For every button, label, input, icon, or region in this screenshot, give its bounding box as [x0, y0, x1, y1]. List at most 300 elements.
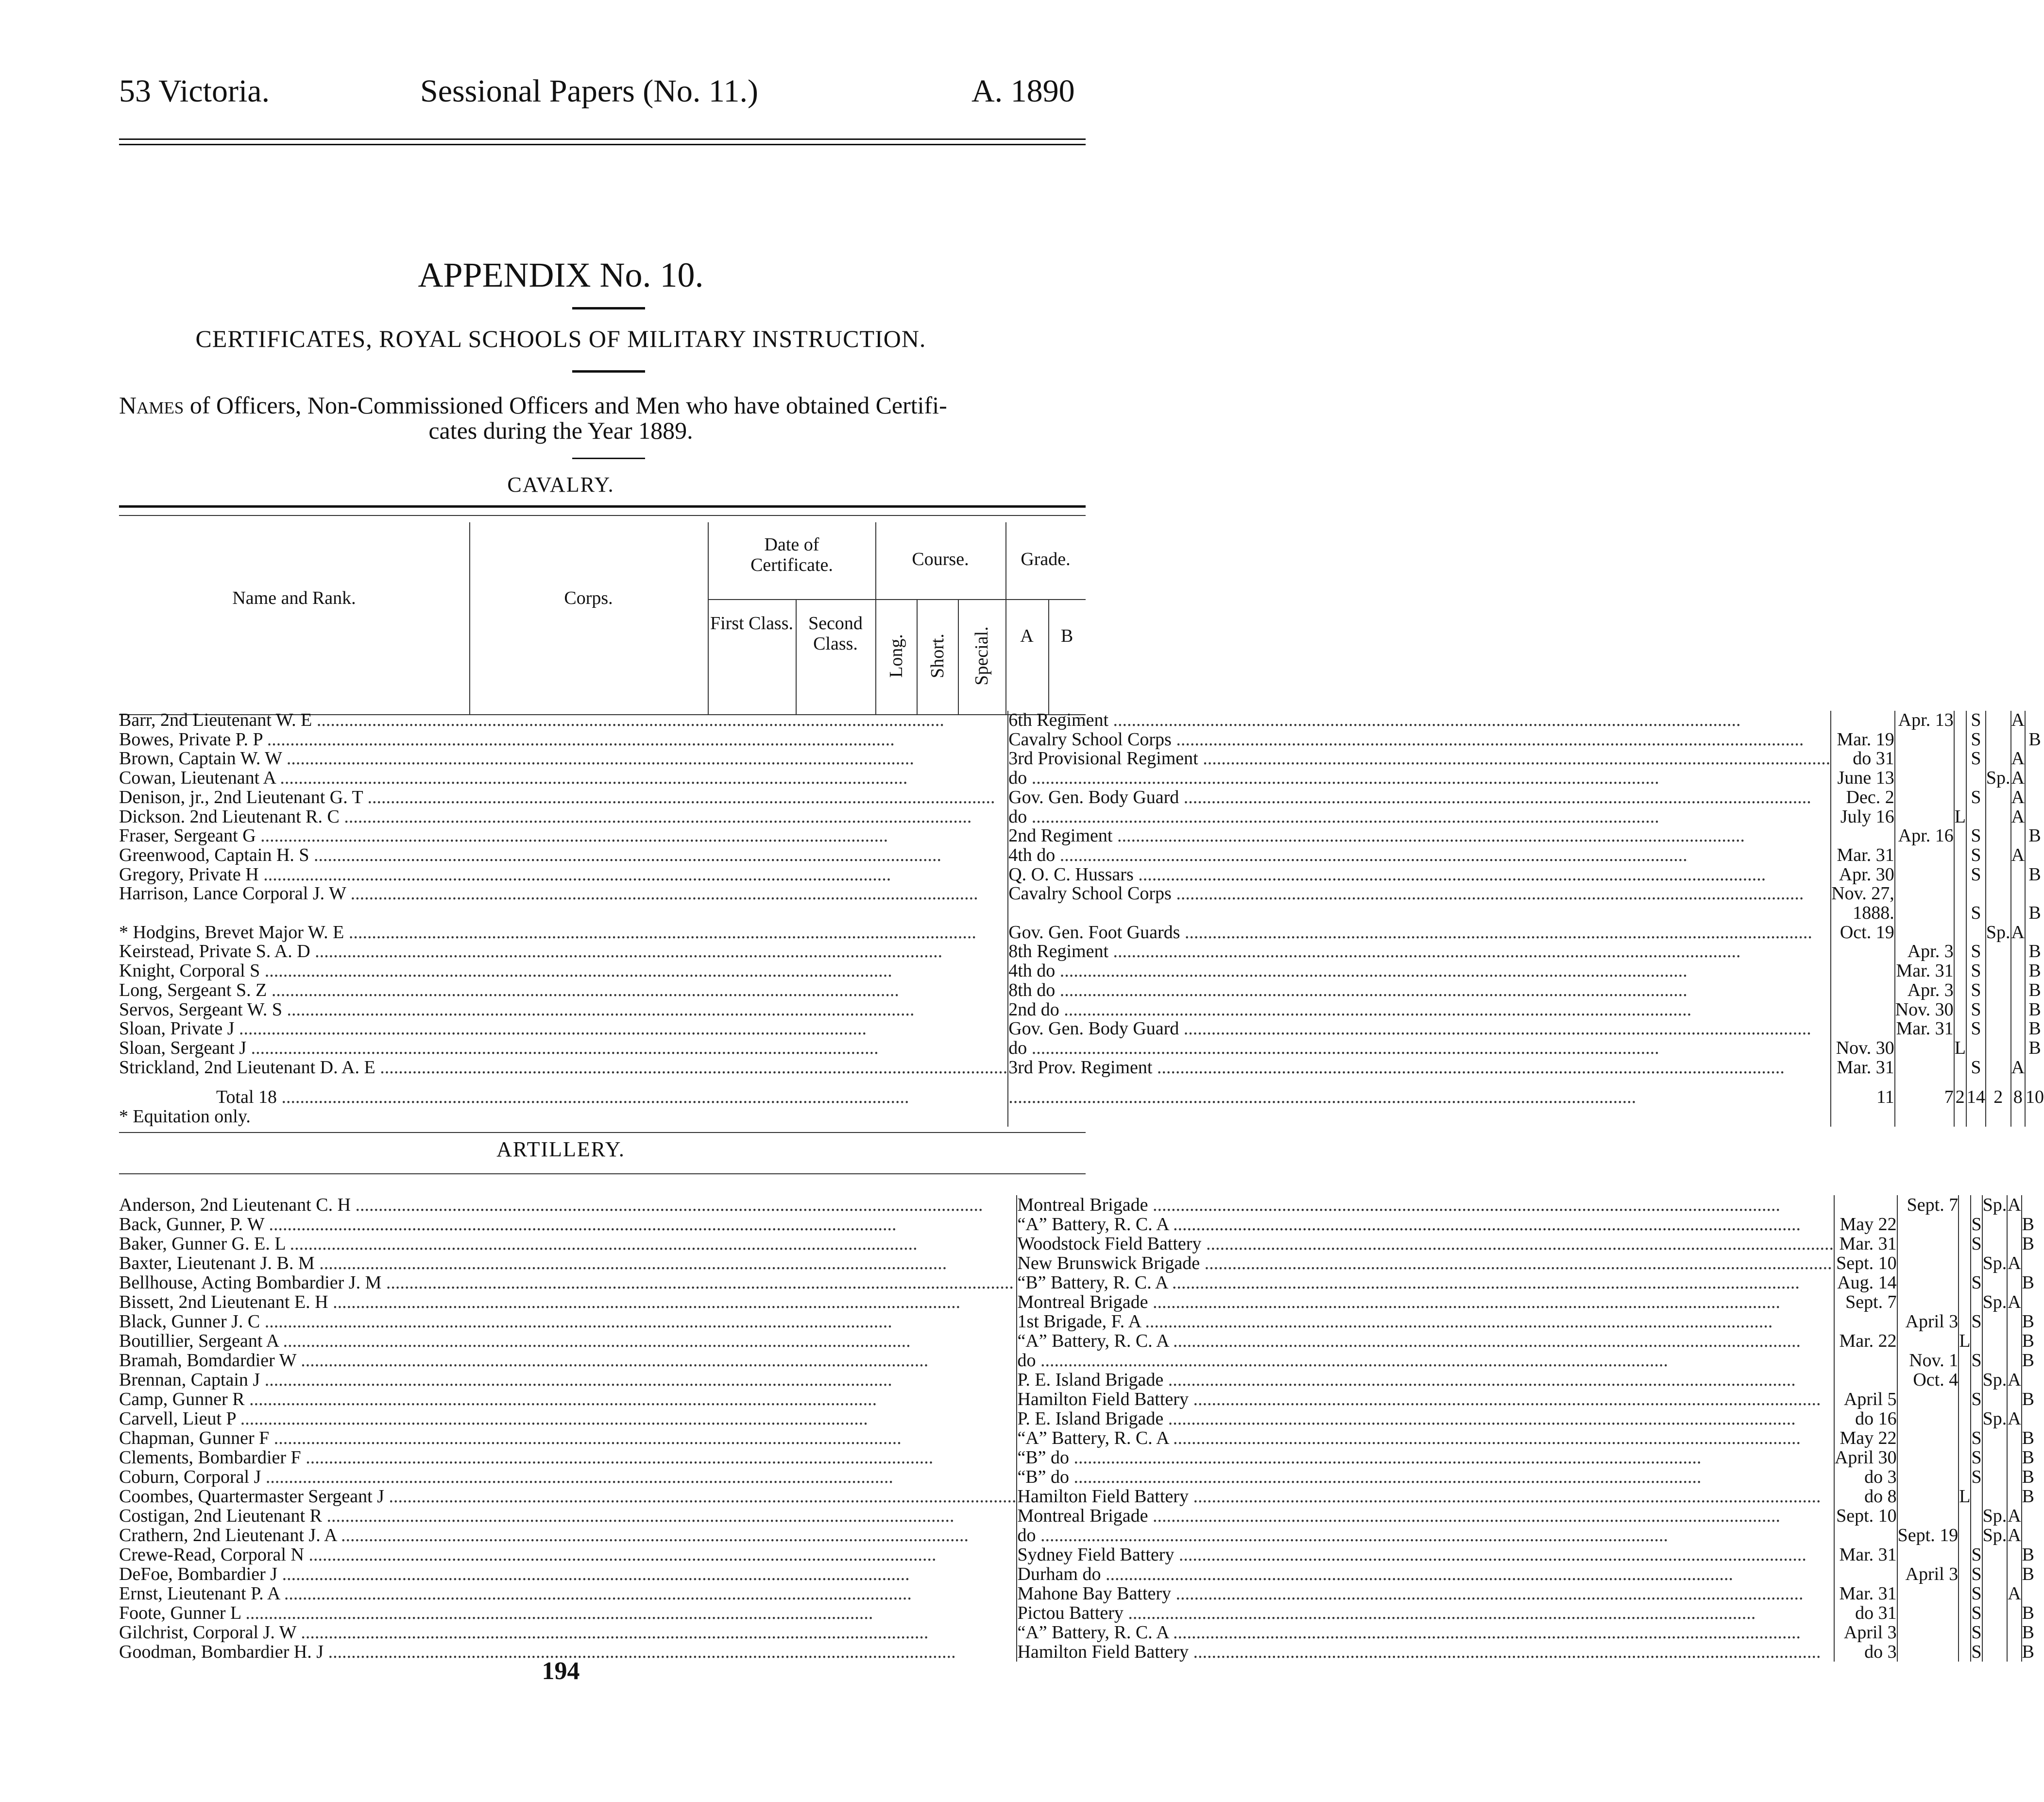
first-class-cell-text: do 3 [1864, 1642, 1897, 1662]
total-long-cell [1954, 1088, 1966, 1107]
name-cell [119, 1390, 1017, 1409]
special-cell [1982, 1215, 2008, 1234]
leader-dots [260, 961, 892, 981]
total-corps-cell [1008, 1088, 1831, 1107]
first-class-cell-text: Sept. 10 [1836, 1253, 1897, 1273]
long-cell [1954, 1039, 1966, 1058]
short-cell-text: S [1971, 787, 1981, 807]
intro-line-1 [119, 391, 1086, 419]
second-class-cell [1895, 730, 1954, 750]
name-cell [119, 788, 1008, 807]
leader-dots [1124, 1603, 1756, 1623]
name-cell [119, 1234, 1017, 1253]
table-row [119, 1019, 2044, 1039]
name-cell [119, 1603, 1017, 1623]
table-row [119, 1603, 2034, 1623]
second-class-cell [1897, 1273, 1959, 1292]
short-cell [1971, 1487, 1982, 1506]
total-short-cell-text: 14 [1966, 1087, 1985, 1108]
grade-a-cell-text: A [2008, 1506, 2021, 1526]
grade-b-cell [2025, 846, 2044, 865]
short-cell [1966, 904, 1986, 923]
short-cell [1971, 1623, 1982, 1642]
first-class-cell-text: May 22 [1840, 1214, 1897, 1235]
name-cell-text: Boutillier, Sergeant A [119, 1331, 279, 1351]
special-cell [1982, 1623, 2008, 1642]
grade-b-cell-text: B [2022, 1622, 2035, 1643]
page-number: 194 [542, 1657, 580, 1685]
short-cell [1966, 769, 1986, 788]
title-rule [572, 307, 645, 309]
short-cell-text: S [1971, 999, 1981, 1020]
leader-dots [1036, 1525, 1668, 1545]
leader-dots [1112, 825, 1745, 846]
corps-cell-text: do [1017, 1525, 1036, 1545]
corps-cell [1017, 1234, 1834, 1253]
grade-b-cell [2022, 1390, 2034, 1409]
grade-b-cell [2025, 1019, 2044, 1039]
corps-cell [1008, 981, 1831, 1000]
leader-dots [285, 1234, 918, 1254]
grade-a-cell-text: A [2008, 1525, 2021, 1545]
corps-cell [1008, 807, 1831, 827]
short-cell [1966, 846, 1986, 865]
leader-dots [1189, 1389, 1821, 1409]
corps-cell-text: do [1017, 1350, 1036, 1371]
name-cell-text: Bowes, Private P. P [119, 729, 263, 750]
first-class-cell-text: Mar. 19 [1837, 729, 1894, 750]
grade-b-cell-text: B [2022, 1350, 2035, 1371]
short-cell [1966, 826, 1986, 846]
short-cell [1971, 1642, 1982, 1662]
second-class-cell-text: Apr. 13 [1898, 710, 1954, 730]
name-cell-text: Crathern, 2nd Lieutenant J. A [119, 1525, 337, 1545]
corps-cell-text: Q. O. C. Hussars [1008, 864, 1134, 885]
leader-dots [282, 748, 914, 769]
table-row [119, 1351, 2034, 1370]
grade-a-cell-text: A [2011, 768, 2025, 789]
special-cell [1986, 846, 2011, 865]
grade-b-cell [2022, 1370, 2034, 1390]
grade-b-cell [2022, 1467, 2034, 1487]
first-class-cell-text: Aug. 14 [1837, 1272, 1897, 1293]
name-cell [119, 1312, 1017, 1331]
leader-dots [269, 1428, 902, 1448]
grade-b-cell [2025, 884, 2044, 904]
grade-a-cell [2007, 1506, 2021, 1526]
leader-dots [1108, 710, 1741, 730]
special-cell [1982, 1331, 2008, 1351]
page-title: APPENDIX No. 10. [418, 256, 704, 294]
short-cell [1966, 884, 1986, 904]
leader-dots [1101, 1564, 1733, 1584]
short-cell-text: S [1971, 1545, 1982, 1565]
name-cell-text: Coombes, Quartermaster Sergeant J [119, 1486, 384, 1507]
grade-b-cell [2022, 1234, 2034, 1253]
corps-cell-text: Montreal Brigade [1017, 1292, 1148, 1312]
grade-a-cell [2011, 1058, 2025, 1078]
name-cell-text: * Hodgins, Brevet Major W. E [119, 922, 344, 943]
second-class-cell [1897, 1312, 1959, 1331]
corps-cell-text: Hamilton Field Battery [1017, 1486, 1189, 1507]
grade-a-cell [2011, 749, 2025, 769]
leader-dots [282, 999, 915, 1020]
corps-cell [1017, 1409, 1834, 1428]
name-cell [119, 1215, 1017, 1234]
corps-cell [1017, 1603, 1834, 1623]
leader-dots [296, 1350, 929, 1371]
table-row [119, 788, 2044, 807]
grade-b-cell [2022, 1409, 2034, 1428]
leader-dots [304, 1545, 937, 1565]
short-cell [1966, 961, 1986, 981]
first-class-cell [1834, 1351, 1897, 1370]
grade-b-cell [2025, 730, 2044, 750]
short-cell-text: S [1971, 1234, 1982, 1254]
second-class-cell [1895, 981, 1954, 1000]
total-a-cell [2011, 1088, 2025, 1107]
leader-dots [245, 1389, 877, 1409]
leader-dots [1148, 1506, 1781, 1526]
long-cell [1959, 1351, 1971, 1370]
grade-b-cell [2022, 1428, 2034, 1448]
corps-cell-text: 2nd do [1008, 999, 1059, 1020]
corps-cell [1008, 769, 1831, 788]
table-row [119, 1506, 2034, 1526]
second-class-cell [1897, 1487, 1959, 1506]
name-cell-text: Camp, Gunner R [119, 1389, 245, 1409]
grade-b-cell [2025, 1000, 2044, 1020]
second-class-cell [1895, 711, 1954, 730]
grade-b-cell [2022, 1564, 2034, 1584]
name-cell [119, 1370, 1017, 1390]
leader-dots [1027, 768, 1659, 788]
grade-b-cell [2025, 981, 2044, 1000]
table-row [119, 1000, 2044, 1020]
short-cell [1966, 1000, 1986, 1020]
corps-cell-text: “B” Battery, R. C. A [1017, 1272, 1168, 1293]
leader-dots [277, 1087, 909, 1107]
name-cell-text: Anderson, 2nd Lieutenant C. H [119, 1195, 351, 1215]
short-cell [1971, 1273, 1982, 1292]
first-class-cell [1834, 1506, 1897, 1526]
special-cell [1982, 1584, 2008, 1603]
long-cell [1959, 1215, 1971, 1234]
first-class-cell-text: 1888. [1853, 903, 1894, 924]
leader-dots [322, 1506, 954, 1526]
name-cell [119, 1584, 1017, 1603]
grade-a-cell-text: A [2008, 1583, 2021, 1604]
first-class-cell [1834, 1603, 1897, 1623]
corps-cell [1008, 1039, 1831, 1058]
leader-dots [1163, 1408, 1796, 1429]
special-cell-text: Sp. [1982, 1525, 2007, 1545]
table-row [119, 1331, 2034, 1351]
grade-a-cell [2007, 1409, 2021, 1428]
grade-b-cell [2025, 749, 2044, 769]
short-cell [1966, 1039, 1986, 1058]
first-class-cell-text: do 31 [1853, 748, 1894, 769]
header-rule-top [119, 138, 1086, 140]
corps-cell [1008, 961, 1831, 981]
long-cell [1959, 1642, 1971, 1662]
special-cell-text: Sp. [1982, 1292, 2007, 1312]
second-class-cell [1895, 788, 1954, 807]
second-class-cell [1897, 1428, 1959, 1448]
long-cell [1954, 961, 1966, 981]
grade-a-cell [2011, 807, 2025, 827]
table-row [119, 1312, 2034, 1331]
leader-dots [1036, 1350, 1668, 1371]
short-cell-text: S [1971, 1018, 1981, 1039]
name-cell-text: Gregory, Private H [119, 864, 259, 885]
name-cell-text: Harrison, Lance Corporal J. W [119, 883, 346, 904]
name-cell [119, 1487, 1017, 1506]
short-cell-text: S [1971, 903, 1981, 924]
grade-b-cell [2022, 1292, 2034, 1312]
table-row [119, 1545, 2034, 1564]
special-cell [1986, 904, 2011, 923]
second-class-cell [1897, 1370, 1959, 1390]
second-class-cell [1895, 923, 1954, 943]
second-class-cell-text: Oct. 4 [1913, 1370, 1959, 1390]
grade-b-cell [2022, 1545, 2034, 1564]
grade-a-cell-text: A [2008, 1370, 2021, 1390]
short-cell [1971, 1409, 1982, 1428]
grade-a-cell-text: A [2011, 748, 2025, 769]
subtitle-rule [572, 370, 645, 373]
corps-cell [1008, 1019, 1831, 1039]
name-cell [119, 1000, 1008, 1020]
special-cell-text: Sp. [1982, 1253, 2007, 1273]
grade-a-cell-text: A [2008, 1253, 2021, 1273]
grade-b-cell [2022, 1253, 2034, 1273]
long-cell [1954, 981, 1966, 1000]
grade-a-cell [2007, 1312, 2021, 1331]
corps-cell-text: P. E. Island Brigade [1017, 1370, 1164, 1390]
leader-dots [1152, 1057, 1785, 1078]
col-short-header: Short. [927, 634, 948, 678]
special-cell [1982, 1409, 2008, 1428]
long-cell [1954, 711, 1966, 730]
long-cell [1959, 1234, 1971, 1253]
grade-b-cell [2025, 711, 2044, 730]
table-row [119, 1584, 2034, 1603]
leader-dots [1108, 941, 1741, 961]
short-cell [1971, 1215, 1982, 1234]
grade-b-cell [2022, 1331, 2034, 1351]
second-class-cell [1895, 1058, 1954, 1078]
col-grade-header: Grade. [1021, 549, 1071, 569]
second-class-cell [1897, 1584, 1959, 1603]
table-row [119, 1526, 2034, 1545]
special-cell [1986, 711, 2011, 730]
long-cell [1954, 942, 1966, 961]
first-class-cell [1831, 826, 1894, 846]
grade-a-cell [2007, 1428, 2021, 1448]
name-cell-text: Chapman, Gunner F [119, 1428, 270, 1448]
name-cell [119, 730, 1008, 750]
corps-cell [1017, 1253, 1834, 1273]
first-class-cell [1831, 904, 1894, 923]
first-class-cell-text: Apr. 30 [1839, 864, 1894, 885]
long-cell-text: L [1954, 806, 1966, 827]
total-b-cell-text: 10 [2026, 1087, 2044, 1108]
long-cell [1954, 1019, 1966, 1039]
short-cell [1966, 1019, 1986, 1039]
first-class-cell [1834, 1312, 1897, 1331]
corps-cell [1008, 923, 1831, 943]
second-class-cell [1895, 1019, 1954, 1039]
leader-dots [1055, 845, 1687, 865]
total-special-cell [1986, 1088, 2011, 1107]
cavalry-table [119, 711, 2044, 1127]
long-cell [1959, 1467, 1971, 1487]
second-class-cell-text: Apr. 16 [1898, 825, 1954, 846]
leader-dots [260, 1311, 892, 1332]
cavalry-top-rule [119, 505, 1086, 508]
artillery-heading: ARTILLERY. [496, 1137, 625, 1161]
corps-cell-text: 8th Regiment [1008, 941, 1108, 962]
first-class-cell-text: do 8 [1864, 1486, 1897, 1507]
corps-cell [1017, 1390, 1834, 1409]
table-row [119, 904, 2044, 923]
special-cell [1986, 807, 2011, 827]
grade-a-cell-text: A [2011, 922, 2025, 943]
leader-dots [275, 768, 908, 788]
grade-b-cell-text: B [2028, 941, 2041, 962]
grade-b-cell-text: B [2022, 1234, 2035, 1254]
corps-cell [1008, 788, 1831, 807]
col-corps-header: Corps. [564, 588, 613, 608]
name-cell-text: Foote, Gunner L [119, 1603, 241, 1623]
special-cell-text: Sp. [1982, 1506, 2007, 1526]
first-class-cell [1834, 1292, 1897, 1312]
short-cell [1966, 981, 1986, 1000]
corps-cell-text: Montreal Brigade [1017, 1506, 1148, 1526]
table-row [119, 961, 2044, 981]
grade-a-cell-text: A [2008, 1292, 2021, 1312]
special-cell [1982, 1642, 2008, 1662]
grade-a-cell-text: A [2008, 1195, 2021, 1215]
first-class-cell [1834, 1215, 1897, 1234]
grade-b-cell-text: B [2028, 729, 2041, 750]
long-cell [1959, 1506, 1971, 1526]
short-cell-text: S [1971, 1214, 1982, 1235]
first-class-cell [1831, 865, 1894, 885]
long-cell [1959, 1253, 1971, 1273]
long-cell [1954, 846, 1966, 865]
corps-cell-text: Pictou Battery [1017, 1603, 1124, 1623]
leader-dots [234, 1018, 867, 1039]
long-cell [1954, 1058, 1966, 1078]
corps-cell [1008, 865, 1831, 885]
corps-cell [1017, 1428, 1834, 1448]
grade-b-cell-text: B [2022, 1642, 2035, 1662]
special-cell [1982, 1351, 2008, 1370]
first-class-cell [1834, 1390, 1897, 1409]
short-cell [1971, 1331, 1982, 1351]
grade-a-cell [2007, 1564, 2021, 1584]
short-cell [1971, 1234, 1982, 1253]
short-cell [1971, 1390, 1982, 1409]
special-cell [1982, 1234, 2008, 1253]
first-class-cell [1834, 1428, 1897, 1448]
leader-dots [241, 1603, 873, 1623]
name-cell [119, 981, 1008, 1000]
table-row [119, 1370, 2034, 1390]
total-label-cell [119, 1088, 1008, 1107]
second-class-cell-text: Mar. 31 [1896, 961, 1954, 981]
artillery-table [119, 1195, 2034, 1662]
special-cell [1982, 1428, 2008, 1448]
short-cell-text: S [1971, 1272, 1982, 1293]
leader-dots [1069, 1467, 1702, 1487]
special-cell [1982, 1506, 2008, 1526]
name-cell-text: Costigan, 2nd Lieutenant R [119, 1506, 322, 1526]
corps-cell-text: “A” Battery, R. C. A [1017, 1214, 1169, 1235]
grade-b-cell [2022, 1584, 2034, 1603]
corps-cell-text: “B” do [1017, 1447, 1070, 1468]
cavalry-bottom-rule [119, 1132, 1086, 1133]
short-cell-text: S [1971, 1603, 1982, 1623]
grade-a-cell [2007, 1448, 2021, 1467]
first-class-cell-text: Nov. 27, [1831, 883, 1894, 904]
corps-cell [1017, 1545, 1834, 1564]
second-class-cell [1895, 807, 1954, 827]
short-cell [1971, 1545, 1982, 1564]
spacer-row [119, 1077, 2044, 1088]
leader-dots [236, 1408, 868, 1429]
leader-dots [278, 1331, 911, 1351]
first-class-cell-text: Mar. 31 [1839, 1545, 1897, 1565]
special-cell [1986, 1039, 2011, 1058]
first-class-cell-text: Mar. 31 [1837, 1057, 1894, 1078]
corps-cell-text: Hamilton Field Battery [1017, 1389, 1189, 1409]
name-cell [119, 846, 1008, 865]
name-cell [119, 923, 1008, 943]
first-class-cell-text: April 3 [1843, 1622, 1897, 1643]
hdr-subrule [708, 599, 1086, 600]
long-cell [1959, 1545, 1971, 1564]
leader-dots [1069, 1447, 1702, 1468]
grade-b-cell-text: B [2022, 1447, 2035, 1468]
grade-a-cell [2011, 1000, 2025, 1020]
grade-b-cell-text: B [2022, 1545, 2035, 1565]
corps-cell [1017, 1195, 1834, 1215]
short-cell-text: S [1971, 748, 1981, 769]
leader-dots [260, 1370, 892, 1390]
grade-b-cell [2022, 1623, 2034, 1642]
first-class-cell-text: May 22 [1840, 1428, 1897, 1448]
second-class-cell-text: Sept. 19 [1897, 1525, 1959, 1545]
table-row [119, 1195, 2034, 1215]
special-cell-text: Sp. [1982, 1195, 2007, 1215]
name-cell-text: Bramah, Bomdardier W [119, 1350, 296, 1371]
name-cell-text: Brown, Captain W. W [119, 748, 282, 769]
table-row [119, 1234, 2034, 1253]
corps-cell [1017, 1370, 1834, 1390]
col-date-header: Date of Certificate. [750, 534, 833, 575]
table-row [119, 884, 2044, 904]
running-header-right: A. 1890 [971, 73, 1075, 109]
table-row [119, 1409, 2034, 1428]
corps-cell [1008, 730, 1831, 750]
leader-dots [1168, 1622, 1801, 1643]
special-cell [1982, 1273, 2008, 1292]
special-cell [1982, 1312, 2008, 1331]
grade-b-cell [2022, 1351, 2034, 1370]
